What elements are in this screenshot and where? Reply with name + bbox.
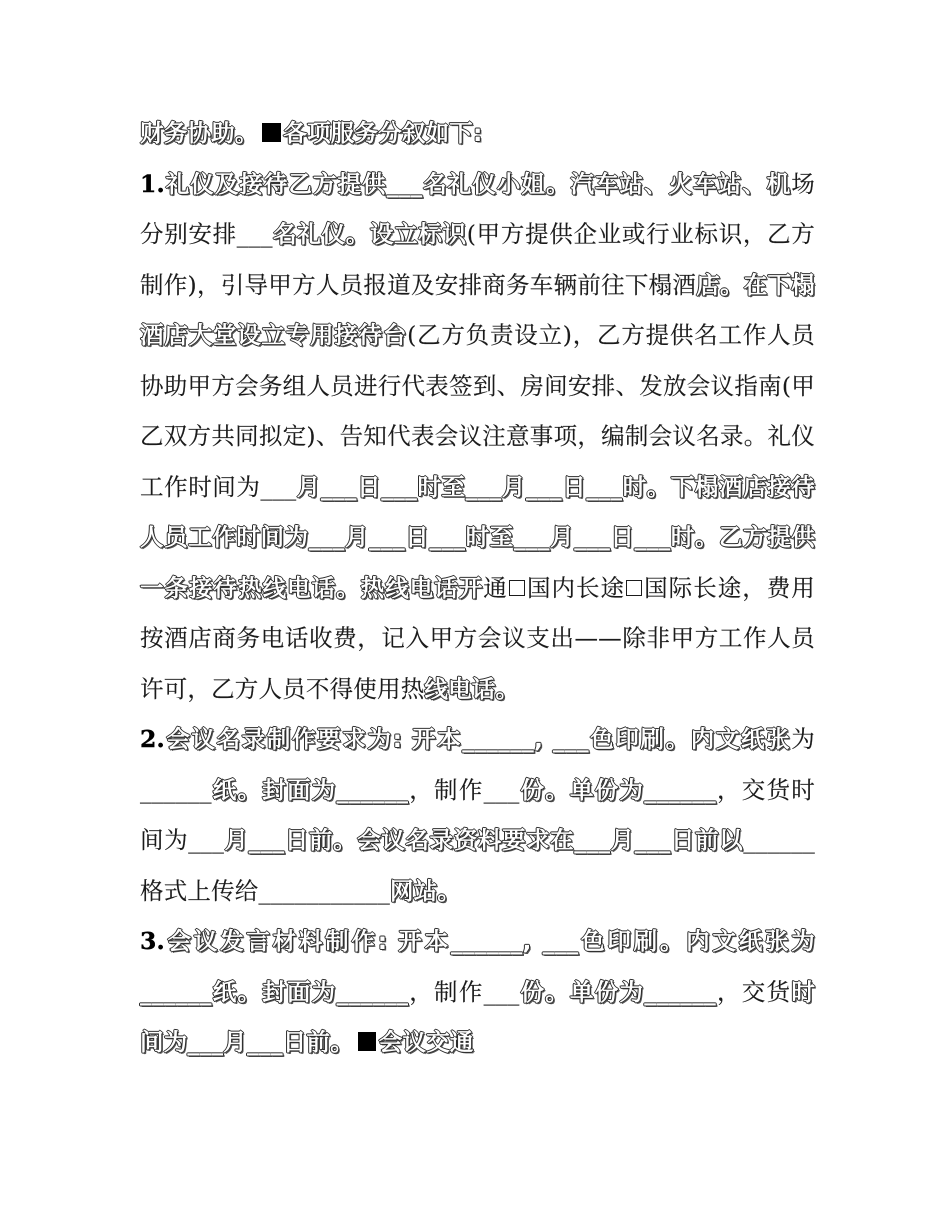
text-run-plain: (甲方提供企业或行业标识，乙方制作)，引导甲方人员报道及安排商务车辆前往下榻酒 [140,220,815,299]
text-run-outline: 时间为___月___日前。 [140,977,816,1056]
text-run-outline: 礼仪及接待乙方提供___名礼仪小姐。汽车站、火车站、机 [164,169,792,198]
paragraph-item-2 [140,714,815,916]
checkbox-domestic-long-distance[interactable] [509,580,525,596]
text-run-outline: 网站。 [389,876,462,905]
document-body [140,108,815,1068]
paragraph-item-3 [140,916,815,1068]
text-run-plain: ______格式上传给___________ [140,826,816,905]
text-run-outline: 月___日___时至___月___日___时。下榻酒店接待人员工作时间为___月___日___时至___月___日___时。乙方提供一条接待热线电话。热线电话开 [140,472,815,602]
list-number: 3. [140,927,165,955]
text-run-outline: 份。单份为______ [519,977,716,1006]
text-run-outline: 名礼仪。设立标识 [272,220,467,248]
text-run-plain: ，制作___ [408,775,520,804]
text-run-outline: 份。单份为______ [519,775,716,804]
text-run-plain: 场分别安排___ [140,169,815,248]
text-run-plain: 国内长途 [526,573,626,602]
text-run-outline: 会议发言材料制作: 开本______, ___色印刷。内文纸张为______纸。封面为______ [140,927,815,1006]
text-run-plain: (乙方负责设立)，乙方提供名工作人员协助甲方会务组人员进行代表签到、房间安排、发放会议指南(甲乙双方共同拟定)、告知代表会议注意事项，编制会议名录。礼仪工作时间为___ [140,321,816,501]
text-run-outline: 店。在下榻酒店大堂设立专用接待台 [140,270,816,349]
list-number: 2. [140,725,165,753]
checkbox-international-long-distance[interactable] [626,580,642,596]
text-run-outline: 线电话。 [424,674,520,703]
paragraph-intro [140,108,815,159]
text-run-plain: 国际长途，费用按酒店商务电话收费，记入甲方会议支出——除非甲方工作人员许可，乙方人员不得使用热 [140,573,815,703]
square-bullet-icon [358,1032,377,1051]
text-run-plain: ，制作___ [408,977,520,1006]
text-run-plain: 通 [483,573,508,602]
text-run-outline: 各项服务分叙如下: [283,119,483,147]
text-run-outline: 会议交通 [378,1028,474,1056]
list-number: 1. [140,169,165,198]
text-run-outline: 财务协助。 [140,119,259,147]
text-run-outline: 月___日前。会议名录资料要求在___月___日前以 [224,826,744,854]
square-bullet-icon [262,123,281,142]
text-run-outline: 会议名录制作要求为: 开本______, ___色印刷。内文纸张 [164,725,792,753]
text-run-outline: 纸。封面为______ [211,775,409,804]
paragraph-item-1 [140,159,815,715]
text-run-plain: 为______ [140,725,815,804]
text-run-plain: ，交货时间为___ [140,775,816,854]
text-run-plain: ，交货 [715,977,792,1006]
